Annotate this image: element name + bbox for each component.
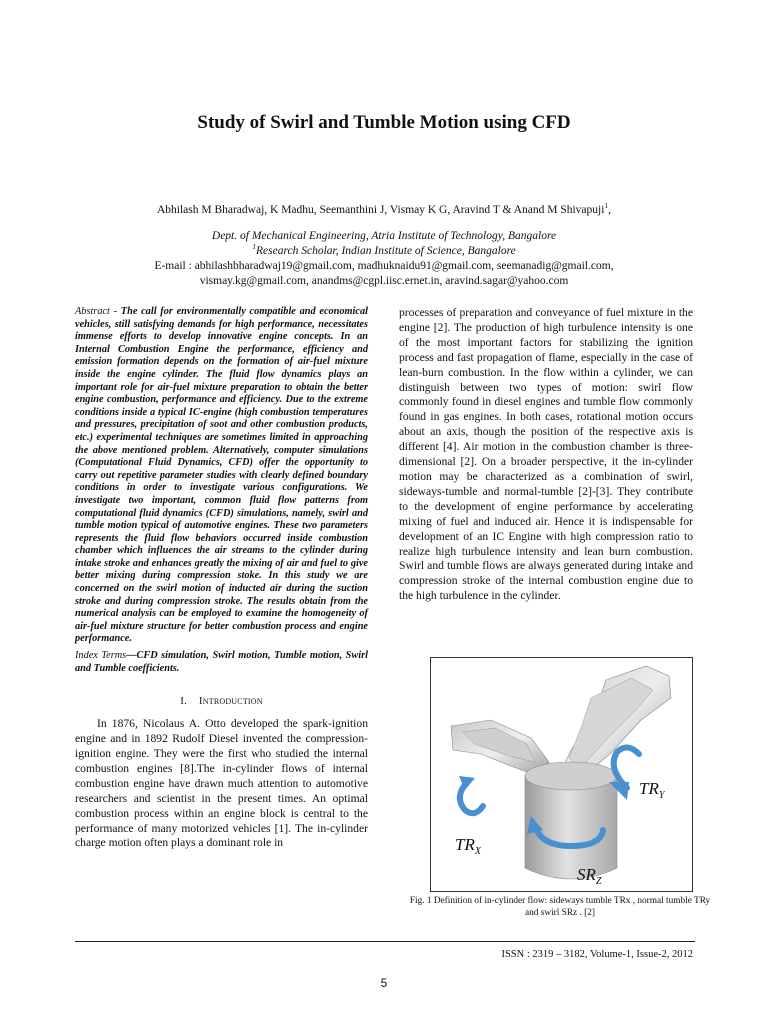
abstract-text: The call for environmentally compatible and economical vehicles, still satisfying demands for high performance, necessitates immense efforts to develop innovative engine concepts. In an Internal Combustion Engine the performance, efficiency and emission formation depends on the formation of air-fuel mixture inside the engine cylinder. The fluid flow dynamics plays an important role for air-fuel mixture preparation to obtain the better engine combustion, performance and efficiency. Due to the extreme conditions inside a typical IC-engine (high combustion temperatures and pressures, precipitation of soot and other combustion products, etc.) experimental techniques are sometimes limited in approaching the above mentioned problem. Alternatively, computer simulations (Computational Fluid Dynamics, CFD) offer the opportunity to carry out repetitive parameter studies with clearly defined boundary conditions in order to investigate various configurations. We investigate two important, common fluid flow patterns from computational fluid dynamics (CFD) simulations, namely, swirl and tumble motion typical of automotive engines. These two parameters represents the fluid flow behaviors occurred inside combustion chamber which influences the air streams to the cylinder during intake stroke and enhances greatly the mixing of air and fuel to give better mixing during compression stoke. In this study we are concerned on the swirl motion of inducted air during the suction stroke and during compression stroke. The results obtain from the numerical analysis can be employed to examine the homogeneity of air-fuel mixture structure for better combustion process and engine performance. [75, 306, 368, 645]
author-superscript: 1 [604, 201, 609, 211]
email-line-2: vismay.kg@gmail.com, anandms@cgpl.iisc.ernet.in, aravind.sagar@yahoo.com [199, 275, 569, 287]
label-trx-sub: X [474, 846, 481, 857]
page-number: 5 [380, 976, 388, 990]
abstract [75, 306, 368, 646]
label-srz: SR [577, 865, 596, 884]
left-column [75, 306, 368, 851]
author-names: Abhilash M Bharadwaj, K Madhu, Seemanthini J, Vismay K G, Aravind T & Anand M Shivapuji [156, 204, 605, 216]
affiliation-2: Research Scholar, Indian Institute of Science, Bangalore [255, 245, 516, 257]
paper-title: Study of Swirl and Tumble Motion using CFD [197, 112, 571, 133]
label-trx: TR [455, 835, 475, 854]
tumble-y-arrow [614, 747, 639, 788]
affiliation-2-superscript: 1 [252, 242, 256, 252]
affiliations [0, 229, 768, 289]
affiliation-2-line [0, 244, 768, 259]
engine-cylinder-illustration [431, 658, 692, 891]
index-terms [75, 650, 368, 675]
affiliation-1: Dept. of Mechanical Engineering, Atria Institute of Technology, Bangalore [211, 230, 557, 242]
email-line-1: E-mail : abhilashbharadwaj19@gmail.com, madhuknaidu91@gmail.com, seemanadig@gmail.com, [154, 260, 614, 272]
index-terms-text: —CFD simulation, Swirl motion, Tumble motion, Swirl and Tumble coefficients. [75, 650, 368, 674]
figure-caption: Fig. 1 Definition of in-cylinder flow: sideways tumble TRx , normal tumble TRy and swirl SRz . [2] [409, 896, 711, 918]
abstract-lead: Abstract - [75, 306, 121, 317]
svg-text:TRY [639, 779, 666, 801]
right-column [399, 306, 693, 604]
section-heading [75, 695, 368, 707]
footer-divider [75, 941, 695, 942]
index-terms-lead: Index Terms [75, 650, 127, 662]
issn-line: ISSN : 2319 – 3182, Volume-1, Issue-2, 2012 [501, 949, 693, 960]
section-number: I. [180, 695, 188, 708]
label-srz-sub: Z [595, 876, 602, 887]
intro-paragraph-right: processes of preparation and conveyance of fuel mixture in the engine [2]. The production of high turbulence intensity is one of the most important factors for stabilizing the ignition process and fast propagation of flame, especially in the case of lean-burn combustion. In the flow within a cylinder, we can distinguish between two types of motion: swirl flow commonly found in diesel engines and tumble flow commonly found in gas engines. In both cases, rotational motion occurs about an axis, though the position of the respective axis is different [4]. Air motion in the combustion chamber is three-dimensional [2]. On a broader perspective, it the in-cylinder motion may be characterized as a combination of swirl, sideways-tumble and normal-tumble [2]-[3]. They contribute to the development of engine performance by accelerating mixing of fuel and induced air. Hence it is indispensable for development of an IC Engine with high compression ratio to realize high turbulence intensity and lean burn combustion. Swirl and tumble flows are always generated during intake and compression stroke of the internal combustion engine due to the high turbulence in the cylinder. [399, 306, 693, 603]
figure-1 [430, 657, 693, 892]
label-try-sub: Y [658, 790, 665, 801]
svg-text:TRX [455, 835, 482, 857]
section-title: Introduction [198, 695, 263, 708]
label-try: TR [639, 779, 659, 798]
author-list: Abhilash M Bharadwaj, K Madhu, Seemanthini J, Vismay K G, Aravind T & Anand M Shivapuji$^1$, [156, 201, 612, 216]
intro-paragraph-left: In 1876, Nicolaus A. Otto developed the spark-ignition engine and in 1892 Rudolf Diesel invented the compression-ignition engine. They were the first who studied the internal combustion engines [8].The in-cylinder flows of internal combustion engine have drawn much attention to automotive researchers and scientist in the present times. An optimal combustion process within an engine block is central to the performance of many motorized vehicles [1]. The in-cylinder charge motion often plays a dominant role in [75, 717, 368, 850]
